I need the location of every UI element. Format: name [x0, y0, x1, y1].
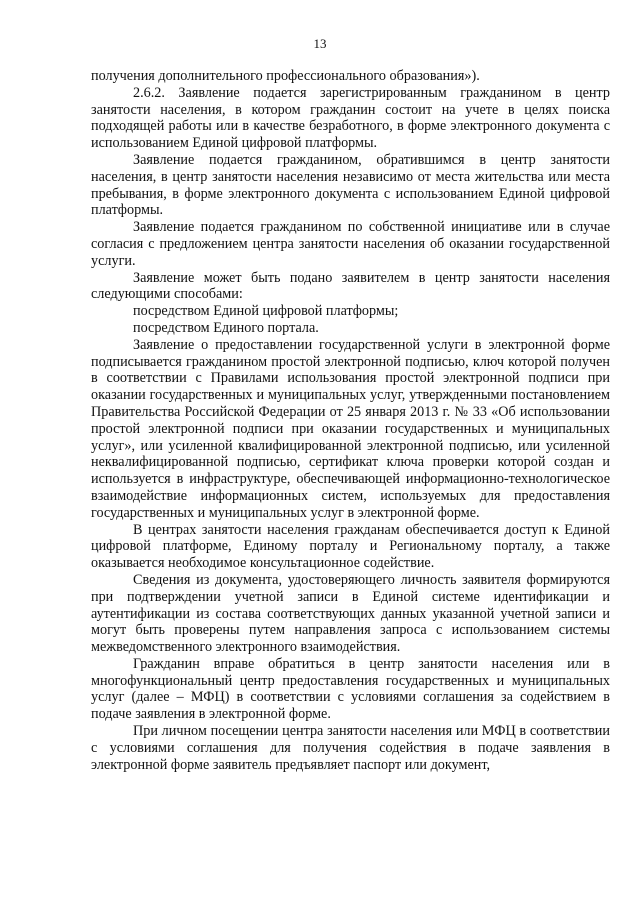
paragraph: Гражданин вправе обратиться в центр занятости населения или в многофункциональный центр предоставления государственных и муниципальных услуг (далее – МФЦ) в соответствии с условиями соглашения за содействием в подаче заявления в электронной форме. [91, 655, 610, 723]
list-item: посредством Единой цифровой платформы; [133, 303, 399, 320]
paragraph: Заявление подается гражданином по собственной инициативе или в случае согласия с предложением центра занятости населения об оказании государственной услуги. [91, 219, 610, 269]
paragraph: Заявление подается гражданином, обратившимся в центр занятости населения, в центр занятости населения независимо от места жительства или места пребывания, в форме электронного документа с использованием Единой цифровой платформы. [91, 151, 610, 219]
paragraph: В центрах занятости населения гражданам обеспечивается доступ к Единой цифровой платформе, Единому порталу и Региональному порталу, а также оказывается необходимое консультационное содействие. [91, 521, 610, 572]
document-body [91, 68, 610, 773]
paragraph: Заявление о предоставлении государственной услуги в электронной форме подписывается гражданином простой электронной подписью, ключ которой получен в соответствии с Правилами использования простой электронной подписи при оказании государственных и муниципальных услуг, утвержденными постановлением Правительства Российской Федерации от 25 января 2013 г. № 33 «Об использовании простой электронной подписи при оказании государственных и муниципальных услуг», или усиленной квалифицированной электронной подписью, или усиленной неквалифицированной подписью, сертификат ключа проверки которой создан и используется в инфраструктуре, обеспечивающей информационно-технологическое взаимодействие информационных систем, используемых для предоставления государственных и муниципальных услуг в электронной форме. [91, 336, 610, 521]
list-item: посредством Единого портала. [133, 319, 319, 336]
paragraph-2-6-2: 2.6.2. Заявление подается зарегистрированным гражданином в центр занятости населения, в котором гражданин состоит на учете в целях поиска подходящей работы или в качестве безработного, в форме электронного документа с использованием Единой цифровой платформы. [91, 84, 610, 152]
paragraph-continuation: получения дополнительного профессионального образования»). [91, 68, 480, 84]
page-number: 13 [313, 36, 327, 51]
paragraph: Сведения из документа, удостоверяющего личность заявителя формируются при подтверждении учетной записи в Единой системе идентификации и аутентификации из состава соответствующих данных указанной учетной записи и могут быть проверены путем направления запроса с использованием системы межведомственного электронного взаимодействия. [91, 571, 610, 656]
paragraph: Заявление может быть подано заявителем в центр занятости населения следующими способами: [91, 269, 610, 303]
paragraph: При личном посещении центра занятости населения или МФЦ в соответствии с условиями соглашения для получения содействия в подаче заявления в электронной форме заявитель предъявляет паспорт или документ, [91, 723, 610, 773]
